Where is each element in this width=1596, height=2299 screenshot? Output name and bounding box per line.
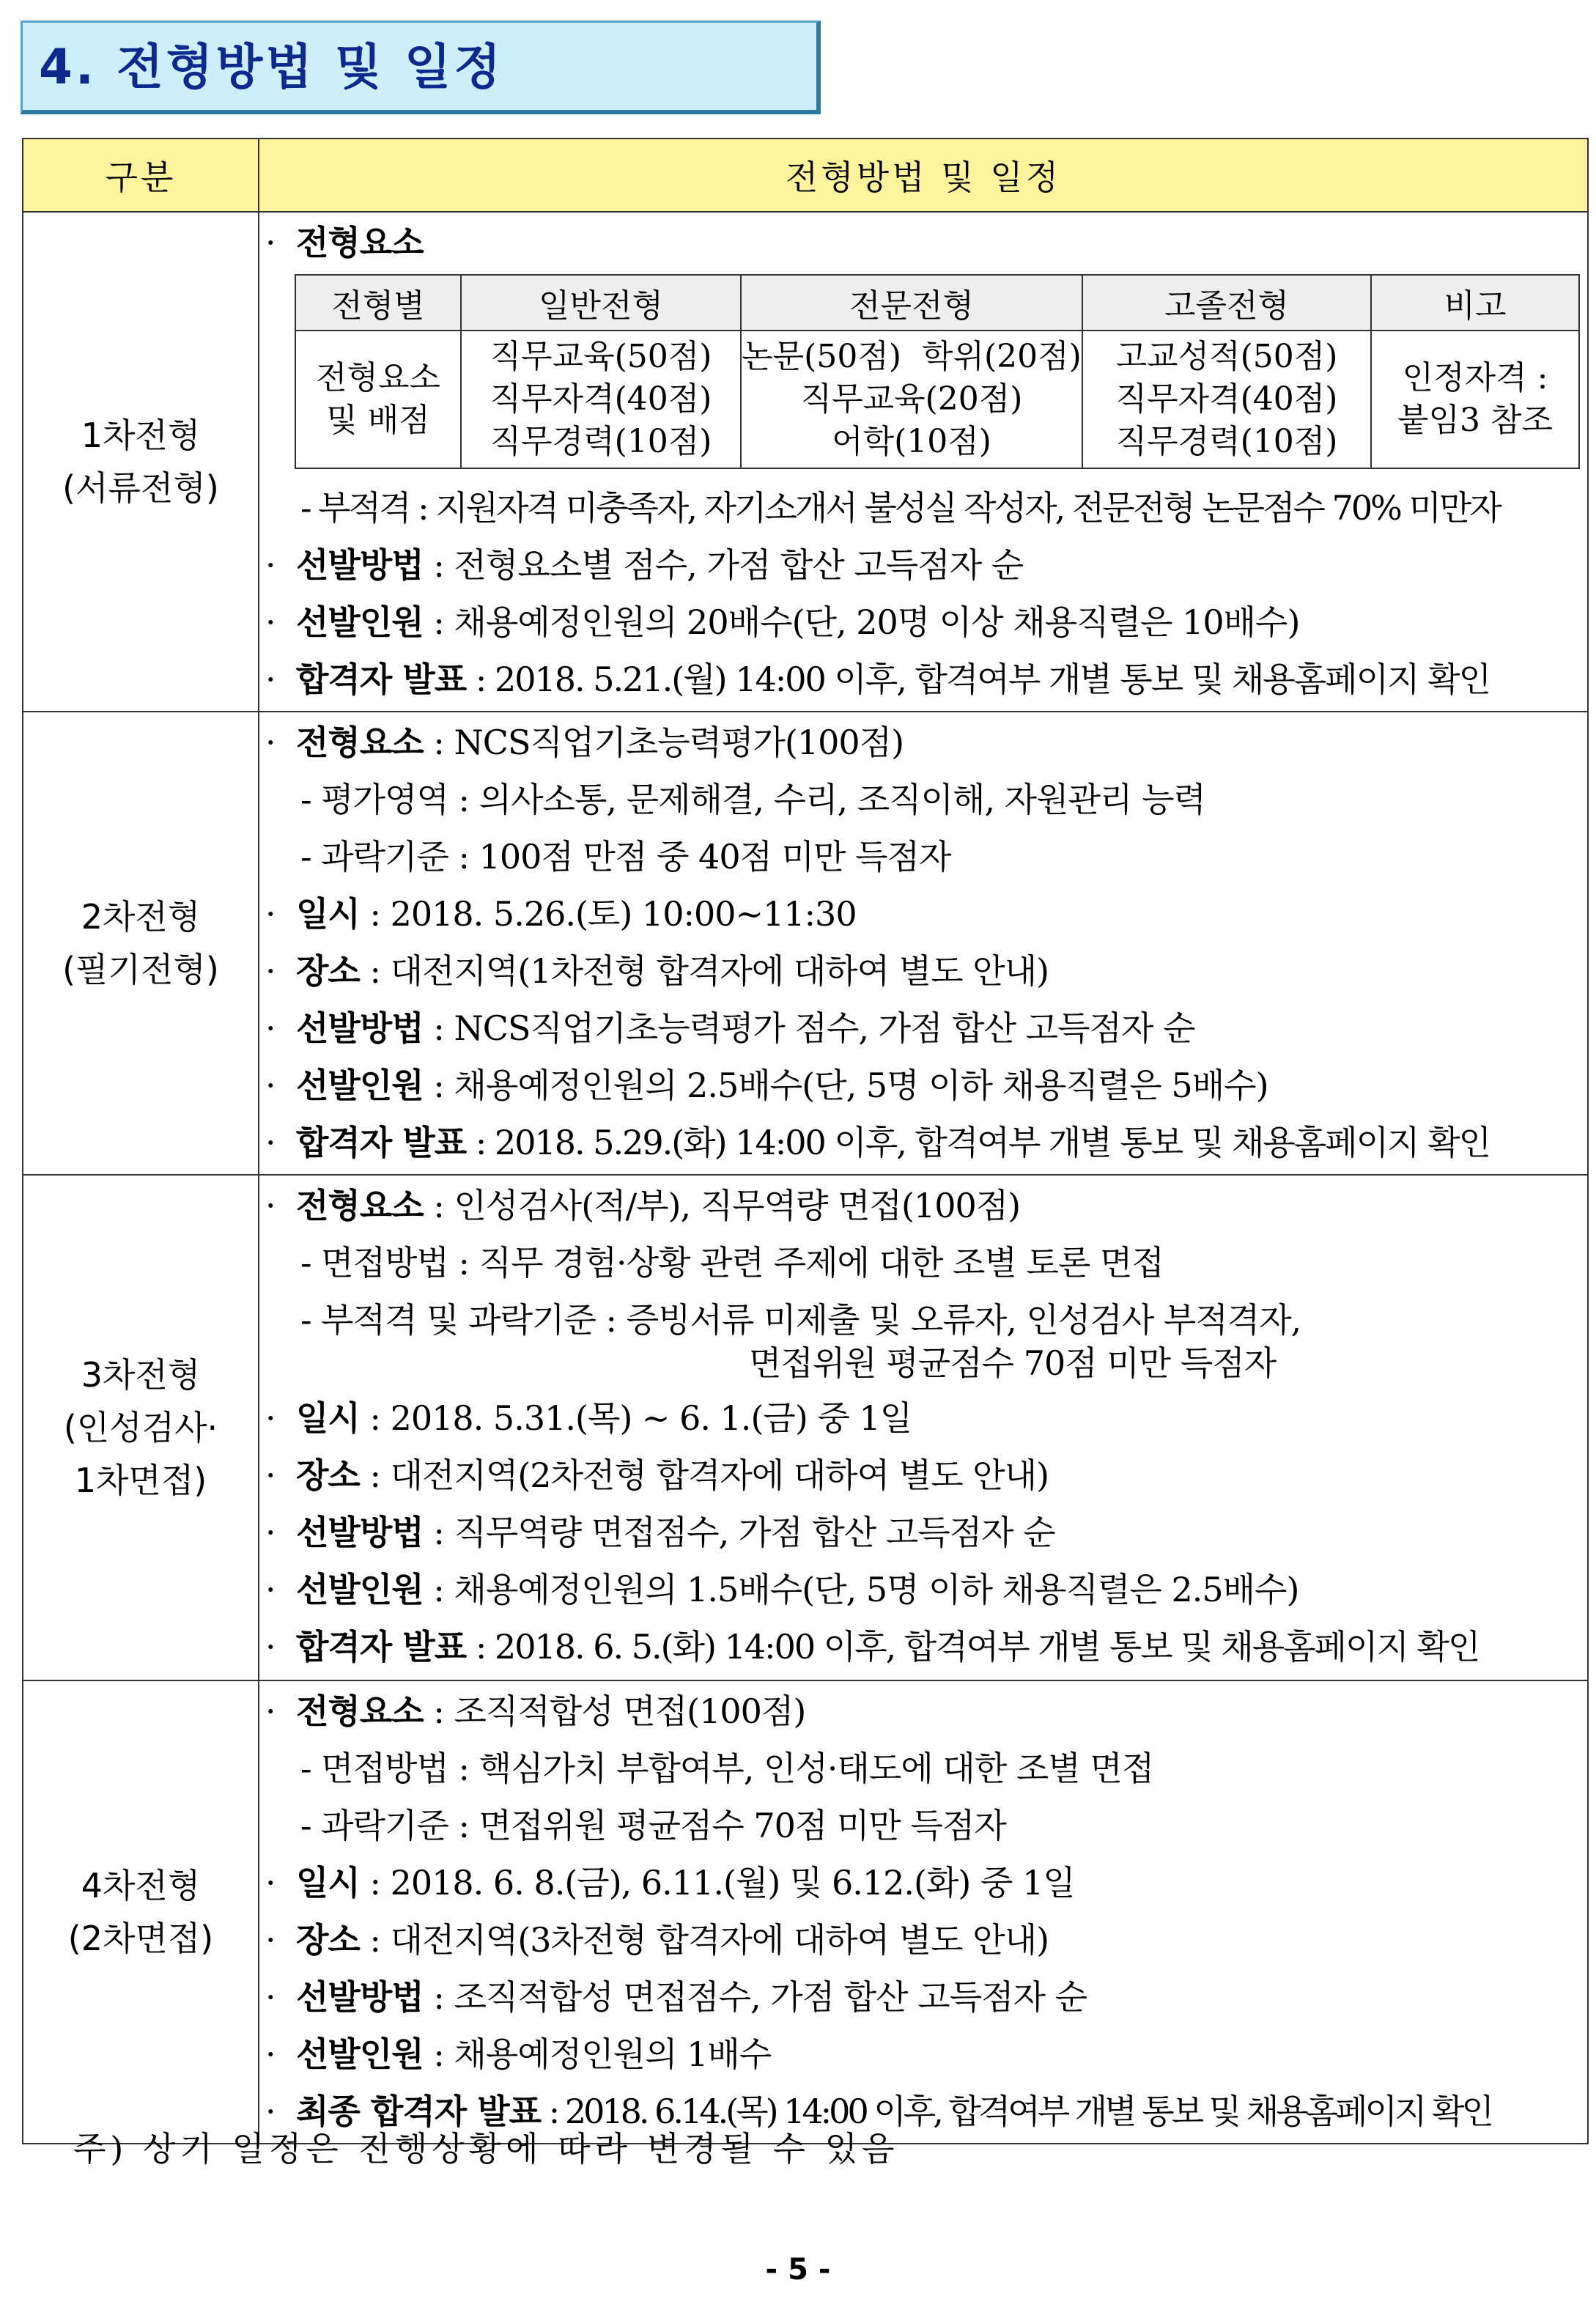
stage4-place-value: : 대전지역(3차전형 합격자에 대하여 별도 안내) [359, 1920, 1049, 1960]
score-table-header [295, 275, 1579, 331]
stage3-label-name: 3차전형 [81, 1355, 201, 1395]
stage1-pass-key: 합격자 발표 [296, 660, 467, 699]
table-row-stage3 [23, 1175, 1588, 1680]
score-note-line: 인정자격 : [1402, 359, 1548, 396]
stage3-fail-criteria: - 부적격 및 과락기준 : 증빙서류 미제출 및 오류자, 인성검사 부적격자, [300, 1300, 1301, 1340]
stage1-fail-criteria: - 부적격 : 지원자격 미충족자, 자기소개서 불성실 작성자, 전문전형 논문점수 70% 미만자 [300, 488, 1500, 528]
score-header-cell: 일반전형 [461, 275, 741, 331]
stage2-cutoff: - 과락기준 : 100점 만점 중 40점 미만 득점자 [300, 837, 951, 877]
stage3-item-value: : 인성검사(적/부), 직무역량 면접(100점) [423, 1186, 1021, 1225]
stage1-label-name: 1차전형 [81, 416, 201, 455]
bullet: · [265, 1863, 276, 1903]
stage2-place-key: 장소 [296, 951, 360, 991]
stage3-place-key: 장소 [296, 1455, 360, 1495]
stage3-pass-value: : 2018. 6. 5.(화) 14:00 이후, 합격여부 개별 통보 및 채용홈페이지 확인 [466, 1627, 1479, 1667]
stage3-date-key: 일시 [296, 1398, 360, 1438]
stage1-method-value: : 전형요소별 점수, 가점 합산 고득점자 순 [423, 545, 1024, 585]
bullet: · [265, 1066, 276, 1105]
stage3-count-key: 선발인원 [296, 1570, 424, 1609]
stage4-cutoff: - 과락기준 : 면접위원 평균점수 70점 미만 득점자 [300, 1806, 1006, 1845]
score-highschool [1082, 331, 1371, 468]
score-item: 고교성적(50점) [1115, 338, 1338, 375]
table-row-stage4 [23, 1680, 1588, 2144]
bullet: · [265, 2092, 276, 2131]
header-method: 전형방법 및 일정 [259, 139, 1588, 212]
bullet: · [265, 894, 276, 934]
stage4-count-key: 선발인원 [296, 2034, 424, 2074]
stage4-item-key: 전형요소 [296, 1691, 424, 1731]
stage4-place-key: 장소 [296, 1920, 360, 1960]
stage1-method-key: 선발방법 [296, 545, 424, 585]
score-item: 직무자격(40점) [1115, 380, 1338, 418]
bullet: · [265, 1920, 276, 1960]
table-row-stage1 [23, 212, 1588, 712]
stage4-label [23, 1680, 259, 2144]
score-item: 직무경력(10점) [1115, 423, 1338, 460]
stage3-label-type: (인성검사· [63, 1408, 218, 1447]
stage2-label-type: (필기전형) [62, 950, 219, 989]
stage2-label-name: 2차전형 [81, 897, 201, 937]
header-category: 구분 [23, 139, 259, 212]
stage3-fail-criteria-cont: 면접위원 평균점수 70점 미만 득점자 [749, 1343, 1277, 1383]
stage1-item-key: 전형요소 [296, 223, 424, 262]
score-item: 어학(10점) [832, 423, 991, 460]
footnote: 주) 상기 일정은 진행상황에 따라 변경될 수 있음 [73, 2129, 899, 2169]
stage1-pass-value: : 2018. 5.21.(월) 14:00 이후, 합격여부 개별 통보 및 채용홈페이지 확인 [466, 660, 1490, 699]
bullet: · [265, 1398, 276, 1438]
stage4-label-type: (2차면접) [67, 1919, 214, 1958]
bullet: · [265, 2034, 276, 2074]
stage2-pass-value: : 2018. 5.29.(화) 14:00 이후, 합격여부 개별 통보 및 채용홈페이지 확인 [466, 1123, 1490, 1162]
bullet: · [265, 1627, 276, 1667]
stage1-label-type: (서류전형) [62, 468, 219, 508]
bullet: · [265, 1691, 276, 1731]
bullet: · [265, 660, 276, 699]
stage3-content [259, 1175, 1588, 1680]
stage3-label-type2: 1차면접) [74, 1461, 207, 1500]
stage4-method-value: : 조직적합성 면접점수, 가점 합산 고득점자 순 [423, 1977, 1087, 2017]
table-header-row [23, 139, 1588, 212]
score-general [461, 331, 741, 468]
stage3-label [23, 1175, 259, 1680]
score-header-cell: 전형별 [295, 275, 461, 331]
stage3-method-value: : 직무역량 면접점수, 가점 합산 고득점자 순 [423, 1513, 1055, 1552]
stage4-item-value: : 조직적합성 면접(100점) [423, 1691, 806, 1731]
score-row-label-line: 및 배점 [326, 402, 430, 439]
stage2-place-value: : 대전지역(1차전형 합격자에 대하여 별도 안내) [359, 951, 1049, 991]
stage2-label [23, 712, 259, 1175]
bullet: · [265, 723, 276, 762]
score-row-label-line: 전형요소 [315, 359, 440, 396]
score-item: 직무교육(50점) [489, 338, 712, 375]
stage2-date-value: : 2018. 5.26.(토) 10:00~11:30 [359, 894, 857, 934]
bullet: · [265, 1008, 276, 1048]
stage3-place-value: : 대전지역(2차전형 합격자에 대하여 별도 안내) [359, 1455, 1049, 1495]
stage2-count-value: : 채용예정인원의 2.5배수(단, 5명 이하 채용직렬은 5배수) [423, 1066, 1268, 1105]
bullet: · [265, 1570, 276, 1609]
score-item: 직무경력(10점) [489, 423, 712, 460]
stage3-date-value: : 2018. 5.31.(목) ~ 6. 1.(금) 중 1일 [359, 1398, 912, 1438]
stage2-content [259, 712, 1588, 1175]
score-header-cell: 전문전형 [741, 275, 1082, 331]
bullet: · [265, 1977, 276, 2017]
score-row-label [295, 331, 461, 468]
bullet: · [265, 951, 276, 991]
table-row-stage2 [23, 712, 1588, 1175]
stage2-item-value: : NCS직업기초능력평가(100점) [423, 723, 904, 762]
bullet: · [265, 602, 276, 642]
stage3-method-key: 선발방법 [296, 1513, 424, 1552]
stage2-count-key: 선발인원 [296, 1066, 424, 1105]
stage2-item-key: 전형요소 [296, 723, 424, 762]
bullet: · [265, 223, 276, 262]
score-item: 논문(50점) 학위(20점) [742, 338, 1082, 375]
bullet: · [265, 1455, 276, 1495]
stage3-pass-key: 합격자 발표 [296, 1627, 467, 1667]
stage4-method-key: 선발방법 [296, 1977, 424, 2017]
stage4-count-value: : 채용예정인원의 1배수 [423, 2034, 772, 2074]
stage4-content [259, 1680, 1588, 2144]
stage2-date-key: 일시 [296, 894, 360, 934]
score-table-row [295, 331, 1579, 468]
score-item: 직무자격(40점) [489, 380, 712, 418]
stage3-item-key: 전형요소 [296, 1186, 424, 1225]
bullet: · [265, 545, 276, 585]
stage4-pass-value: : 2018. 6.14.(목) 14:00 이후, 합격여부 개별 통보 및 채용홈페이지 확인 [541, 2092, 1491, 2131]
stage1-label [23, 212, 259, 712]
score-expert [741, 331, 1082, 468]
stage4-pass-key: 최종 합격자 발표 [296, 2092, 542, 2131]
stage4-label-name: 4차전형 [81, 1866, 201, 1905]
stage1-content [259, 212, 1588, 712]
stage4-date-key: 일시 [296, 1863, 360, 1903]
stage2-eval-area: - 평가영역 : 의사소통, 문제해결, 수리, 조직이해, 자원관리 능력 [300, 780, 1205, 819]
page-number: - 5 - [765, 2253, 831, 2287]
score-item: 직무교육(20점) [800, 380, 1023, 418]
score-note-line: 붙임3 참조 [1397, 402, 1553, 439]
stage2-pass-key: 합격자 발표 [296, 1123, 467, 1162]
score-table [295, 274, 1580, 469]
bullet: · [265, 1186, 276, 1225]
bullet: · [265, 1513, 276, 1552]
bullet: · [265, 1123, 276, 1162]
stage4-interview-method: - 면접방법 : 핵심가치 부합여부, 인성·태도에 대한 조별 면접 [300, 1749, 1154, 1788]
stage4-date-value: : 2018. 6. 8.(금), 6.11.(월) 및 6.12.(화) 중 1일 [359, 1863, 1075, 1903]
stage2-method-key: 선발방법 [296, 1008, 424, 1048]
score-header-cell: 고졸전형 [1082, 275, 1371, 331]
section-title: 4. 전형방법 및 일정 [21, 21, 821, 114]
schedule-table [22, 138, 1589, 2144]
stage1-count-key: 선발인원 [296, 602, 424, 642]
score-note [1371, 331, 1579, 468]
score-header-cell: 비고 [1371, 275, 1579, 331]
stage3-count-value: : 채용예정인원의 1.5배수(단, 5명 이하 채용직렬은 2.5배수) [423, 1570, 1299, 1609]
stage2-method-value: : NCS직업기초능력평가 점수, 가점 합산 고득점자 순 [423, 1008, 1195, 1048]
stage3-interview-method: - 면접방법 : 직무 경험·상황 관련 주제에 대한 조별 토론 면접 [300, 1243, 1164, 1283]
stage1-count-value: : 채용예정인원의 20배수(단, 20명 이상 채용직렬은 10배수) [423, 602, 1300, 642]
